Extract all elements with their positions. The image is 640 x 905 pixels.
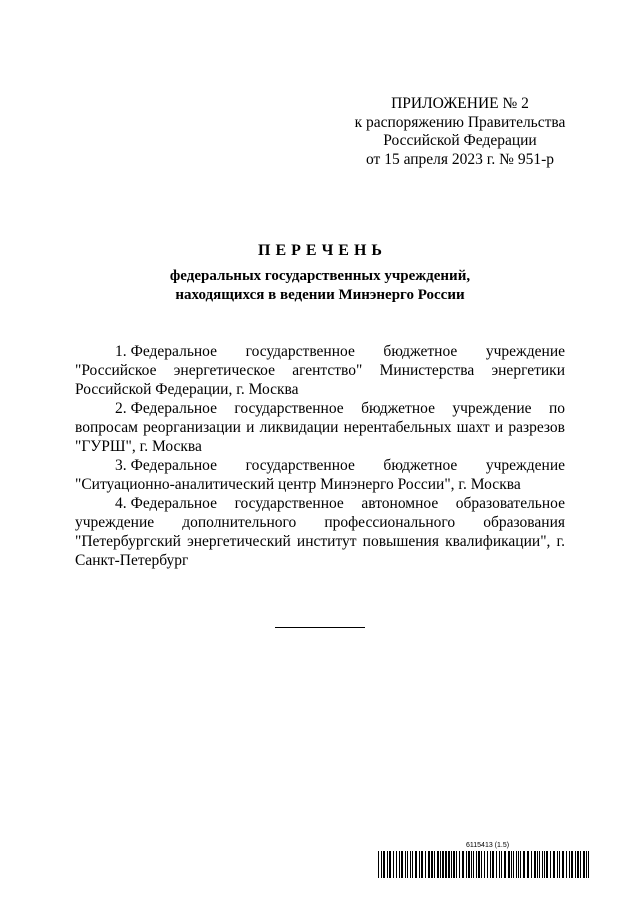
list-item [75,494,565,570]
barcode-bar [453,851,455,878]
barcode-bar [393,851,394,878]
barcode-bar [445,851,447,878]
barcode-bar [473,851,474,878]
barcode-bar [562,851,564,878]
barcode-bar [448,851,450,878]
subtitle-line-2: находящихся в ведении Минэнерго России [175,286,465,303]
barcode-bar [553,851,555,878]
item-number: 2. [115,400,127,417]
list-item [75,342,565,399]
barcode-bar [389,851,391,878]
list-item [75,456,565,494]
barcode-bar [421,851,423,878]
barcode-bar [401,851,403,878]
annex-date-line: от 15 апреля 2023 г. № 951-р [366,150,554,168]
barcode-bar [481,851,482,878]
barcode-bar [575,851,576,878]
barcode-bar [405,851,406,878]
barcode-image [378,851,590,878]
barcode-bar [504,851,506,878]
list-item [75,399,565,456]
barcode-bar [428,851,430,878]
barcode-bar [468,851,470,878]
item-text: Федеральное государственное бюджетное учреждение "Российское энергетическое агентство" Министерства энергетики Российской Федерации, г. Москва [75,343,565,398]
barcode-bar [537,851,538,878]
barcode-bar [434,851,435,878]
barcode-bar [407,851,408,878]
item-number: 3. [115,457,127,474]
barcode-bar [531,851,532,878]
barcode-bar [415,851,417,878]
barcode-bar [466,851,467,878]
barcode-bar [534,851,536,878]
barcode-bar [566,851,567,878]
barcode-bar [462,851,464,878]
barcode-bar [440,851,441,878]
barcode-bar [451,851,452,878]
barcode-bar [431,851,433,878]
barcode-bar [544,851,545,878]
barcode-bar [518,851,519,878]
institution-list [75,342,565,570]
item-text: Федеральное государственное автономное образовательное учреждение дополнительного профессионального образования "Петербургский энергетический институт повышения квалификации", г. Санкт-Петербург [75,495,565,569]
barcode-bar [399,851,400,878]
barcode-bar [456,851,457,878]
barcode-bar [557,851,558,878]
annex-decree-line: к распоряжению Правительства [354,113,566,131]
barcode-bar [387,851,388,878]
subtitle-line-1: федеральных государственных учреждений, [169,268,471,284]
end-divider [275,627,365,628]
barcode-bar [496,851,497,878]
barcode-bar [437,851,439,878]
document-title: ПЕРЕЧЕНЬ [258,242,387,259]
barcode-bar [559,851,560,878]
barcode-bar [586,851,587,878]
barcode-bar [383,851,385,878]
barcode-bar [459,851,460,878]
barcode-bar [539,851,540,878]
annex-federation-line: Российской Федерации [383,132,537,149]
barcode-bar [583,851,585,878]
annex-number: ПРИЛОЖЕНИЕ № 2 [391,95,529,112]
barcode-bar [412,851,413,878]
barcode-bar [476,851,477,878]
item-text: Федеральное государственное бюджетное учреждение по вопросам реорганизации и ликвидации нерентабельных шахт и разрезов "ГУРШ", г. Москва [75,400,565,455]
barcode-bar [542,851,543,878]
barcode-bar [520,851,521,878]
barcode-bar [580,851,581,878]
barcode-bar [419,851,420,878]
barcode-bar [410,851,411,878]
item-number: 1. [115,343,127,360]
barcode-bar [546,851,548,878]
barcode-bar [425,851,426,878]
barcode-bar [501,851,502,878]
barcode-bar [571,851,573,878]
barcode-bar [490,851,491,878]
barcode-bar [588,851,589,878]
barcode-bar [396,851,397,878]
barcode-bar [478,851,480,878]
barcode-bar [487,851,488,878]
item-text: Федеральное государственное бюджетное учреждение "Ситуационно-аналитический центр Минэнерго России", г. Москва [75,457,565,493]
barcode-bar [577,851,579,878]
item-number: 4. [115,495,127,512]
barcode-bar [378,851,379,878]
barcode-bar [484,851,485,878]
barcode-bar [569,851,570,878]
barcode-bar [516,851,517,878]
barcode-bar [527,851,529,878]
barcode-bar [523,851,525,878]
barcode-bar [499,851,500,878]
annex-header [330,95,590,169]
barcode-bar [381,851,382,878]
barcode-bar [513,851,514,878]
barcode-bar [442,851,444,878]
barcode-bar [471,851,472,878]
barcode-bar [492,851,494,878]
barcode-number: 6115413 (1.5) [466,842,510,849]
barcode-bar [511,851,512,878]
barcode-bar [550,851,551,878]
barcode-bar [508,851,510,878]
document-subtitle [0,267,640,304]
